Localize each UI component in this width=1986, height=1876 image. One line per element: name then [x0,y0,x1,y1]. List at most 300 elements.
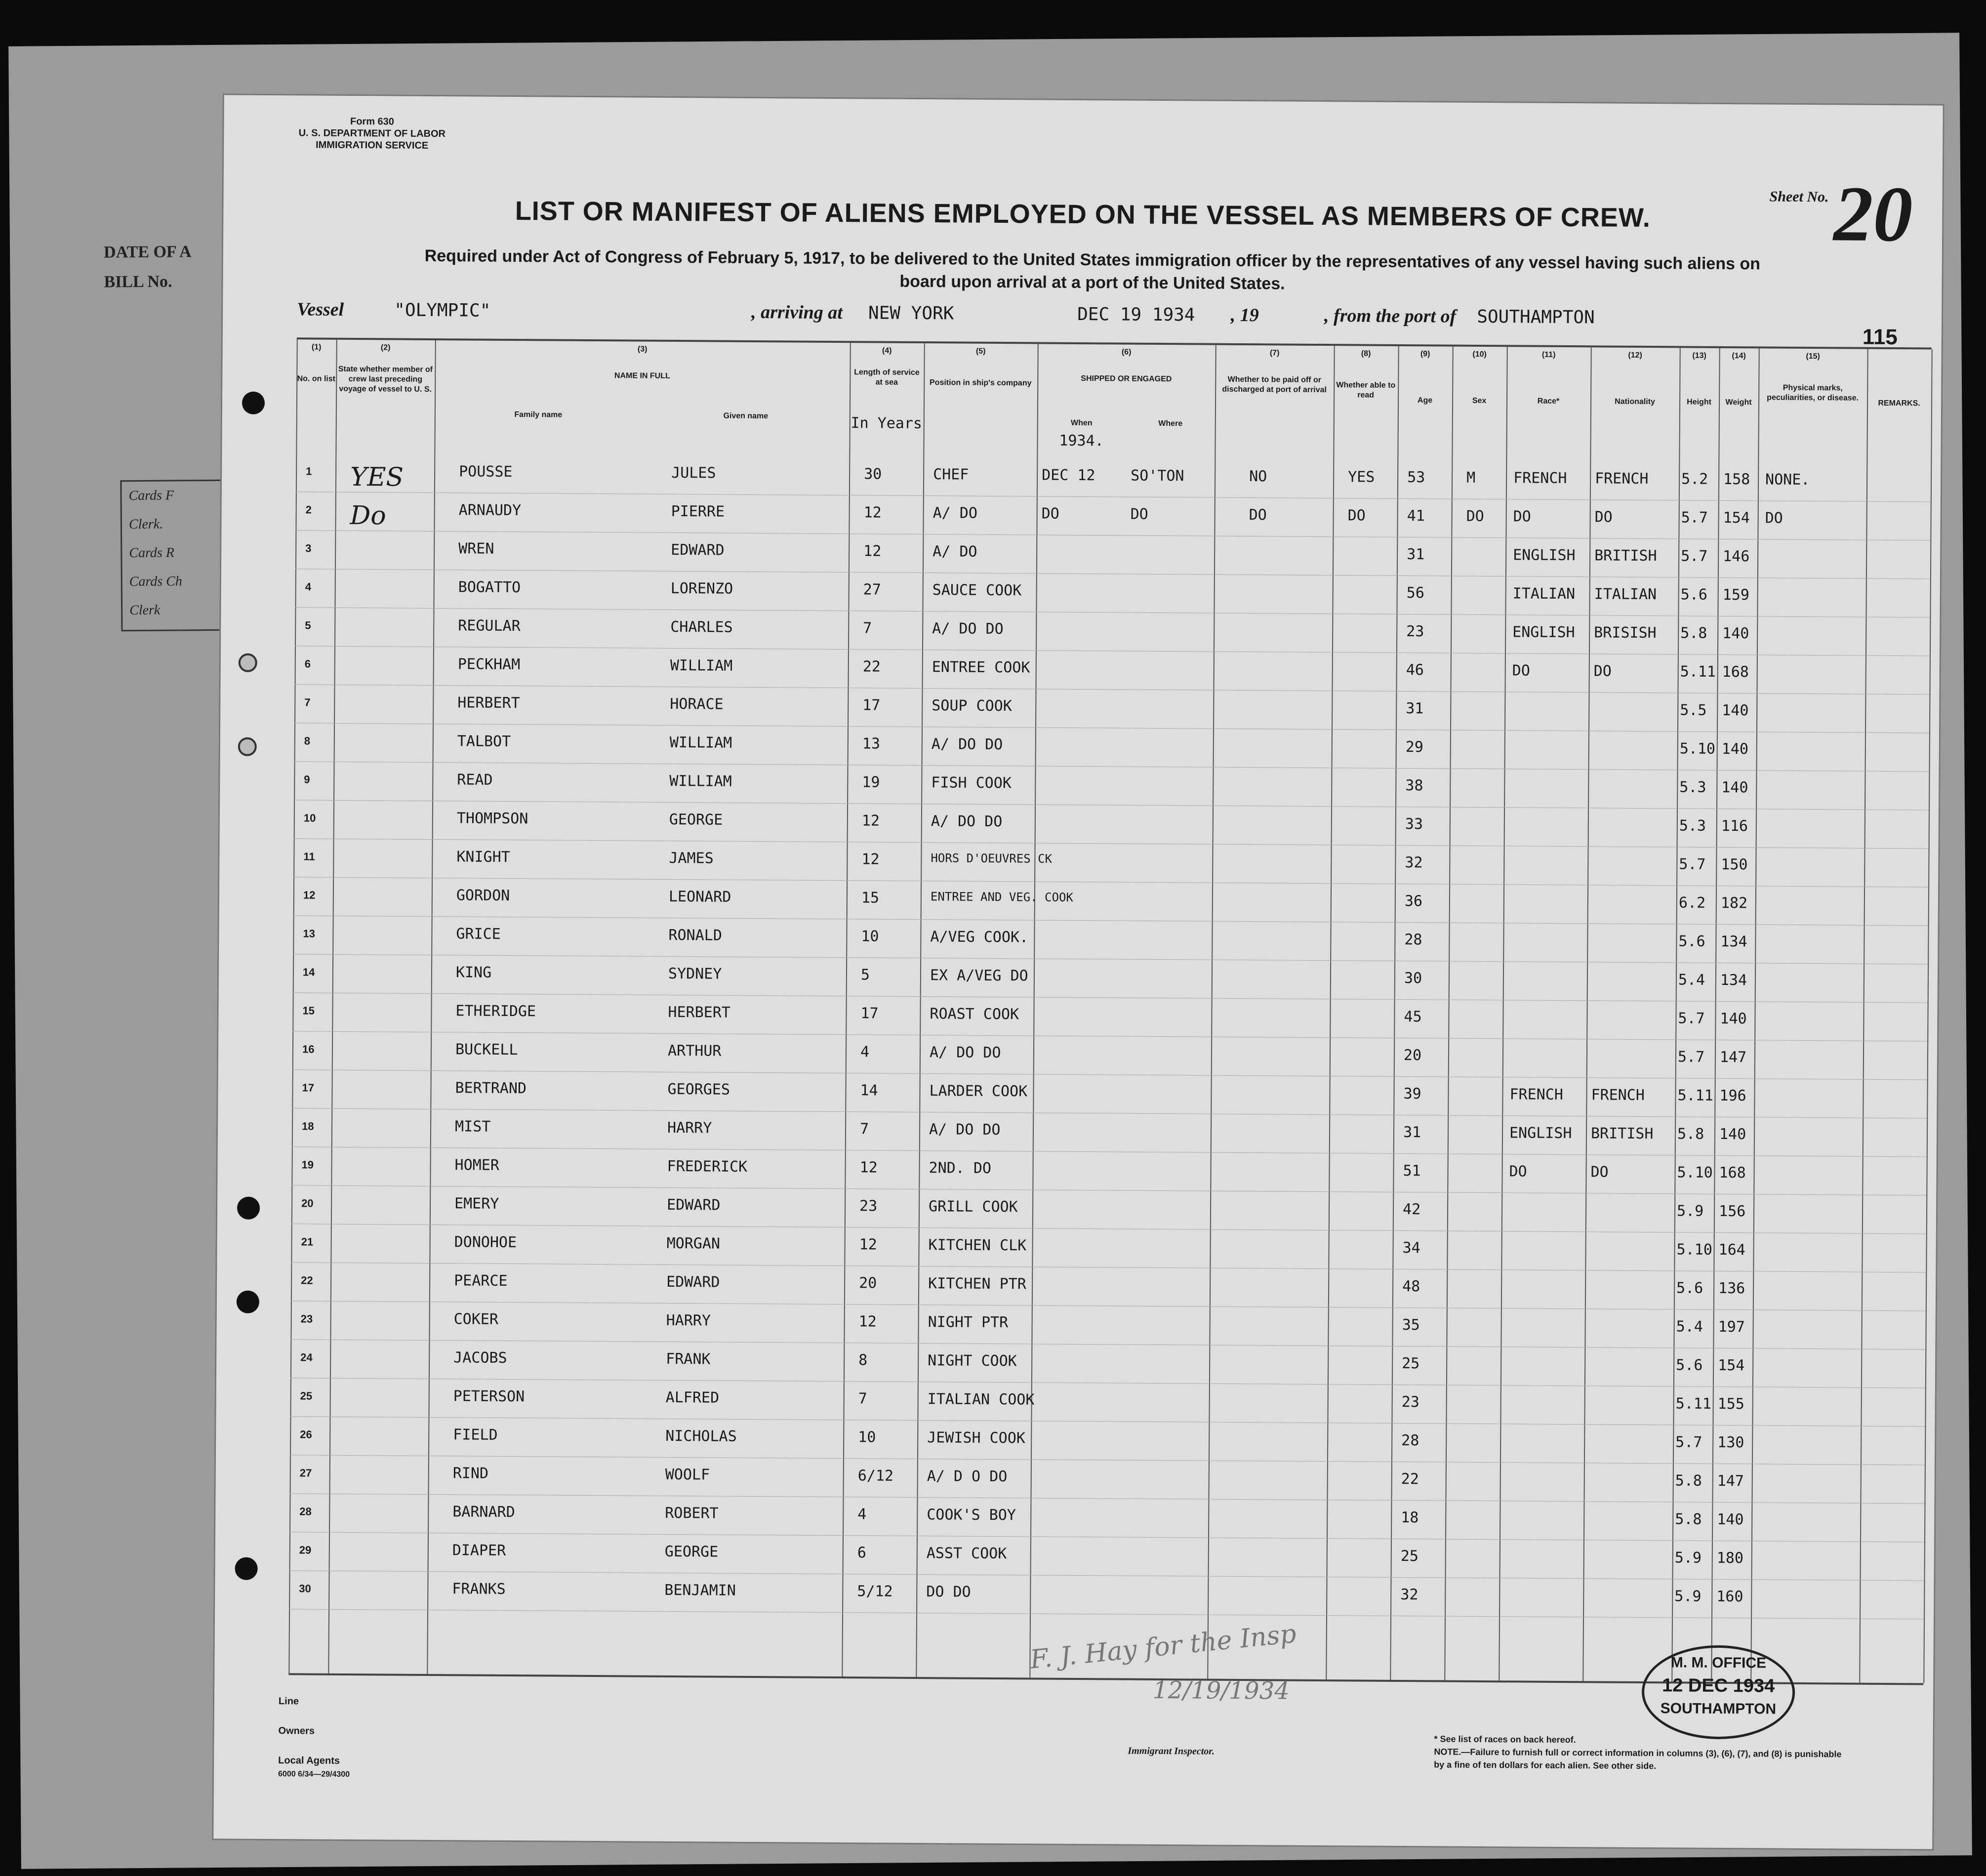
col-header-shipped: SHIPPED OR ENGAGED [1081,374,1172,384]
cards-line: Clerk [129,602,161,618]
cell-weight: 168 [1719,1164,1746,1182]
cell-no: 19 [301,1158,314,1171]
cell-position: GRILL COOK [928,1198,1018,1216]
cell-no: 16 [302,1043,315,1056]
arriving-label: , arriving at [751,301,843,324]
cell-age: 18 [1401,1509,1419,1527]
cell-family: KING [455,964,492,981]
cell-age: 33 [1405,816,1423,833]
cell-service: 7 [863,619,872,637]
cell-position: ROAST COOK [930,1005,1019,1023]
col-num: (2) [380,343,391,352]
col-header-age: Age [1417,396,1433,405]
cell-nationality: DO [1593,662,1612,680]
cell-no: 27 [299,1467,312,1479]
col-header-weight: Weight [1725,398,1752,407]
cell-age: 32 [1405,854,1423,872]
cell-position: A/ DO DO [929,1044,1001,1062]
cell-state: Do [350,500,386,531]
cell-height: 5.9 [1676,1202,1704,1220]
cell-given: WILLIAM [669,772,732,790]
page-number: 115 [1862,325,1898,350]
cell-service: 12 [861,851,880,868]
cell-position: KITCHEN CLK [928,1236,1027,1255]
cell-height: 5.5 [1680,701,1707,719]
cell-weight: 196 [1719,1087,1746,1105]
cell-age: 23 [1406,623,1424,641]
cell-race: ENGLISH [1512,623,1575,642]
cell-age: 41 [1407,507,1425,525]
cell-height: 5.7 [1681,547,1708,565]
cell-weight: 134 [1720,933,1747,951]
cell-given: FREDERICK [667,1157,748,1176]
page-title: LIST OR MANIFEST OF ALIENS EMPLOYED ON THE VESSEL AS MEMBERS OF CREW. [515,196,1651,233]
cell-service: 23 [859,1197,878,1215]
cell-given: HARRY [666,1311,711,1330]
cell-given: NICHOLAS [665,1427,737,1445]
cell-no: 2 [305,503,312,516]
cell-state: YES [350,462,404,492]
cell-position: DO DO [926,1583,971,1601]
cell-service: 14 [860,1082,878,1100]
cell-position: KITCHEN PTR [928,1275,1026,1293]
cell-race: ENGLISH [1509,1124,1572,1142]
cell-no: 7 [304,696,311,709]
col-header-height: Height [1687,398,1712,407]
cell-position: NIGHT PTR [928,1313,1009,1332]
cell-no: 9 [304,773,310,786]
cell-given: PIERRE [671,502,725,521]
cell-height: 5.4 [1678,971,1705,989]
cell-height: 5.11 [1675,1395,1712,1413]
cell-weight: 168 [1722,663,1749,681]
col-header-service: Length of service at sea [854,368,920,387]
cell-weight: 130 [1717,1433,1744,1452]
cell-where: DO [1130,505,1148,523]
cell-age: 53 [1407,469,1425,487]
cell-weight: 160 [1716,1588,1743,1606]
cell-height: 5.6 [1676,1279,1703,1297]
cell-no: 24 [300,1351,313,1364]
col-header-position: Position in ship's company [929,378,1032,388]
cell-family: JACOBS [453,1349,507,1367]
cell-given: GEORGES [667,1080,730,1099]
cell-service: 12 [863,542,882,560]
cell-no: 25 [300,1389,313,1402]
cards-line: Cards Ch [129,573,182,590]
col-header-marks: Physical marks, peculiarities, or disease. [1767,383,1859,403]
cell-nationality: DO [1590,1163,1609,1181]
cell-family: REGULAR [458,617,521,635]
cell-height: 5.3 [1679,778,1706,796]
cell-given: HERBERT [668,1003,731,1021]
col-num: (14) [1732,352,1746,361]
binder-ring-icon [239,653,257,672]
cell-weight: 140 [1717,1510,1744,1529]
col-header-race: Race* [1537,397,1560,406]
arriving [751,301,954,325]
cell-no: 10 [303,812,316,824]
sheet-label: Sheet No. [1769,188,1829,205]
cell-no: 8 [304,734,311,747]
cell-weight: 140 [1721,740,1749,758]
cell-given: WILLIAM [670,656,733,675]
cell-nationality: BRITISH [1594,547,1657,565]
cell-age: 31 [1407,546,1425,564]
cell-position: A/ DO DO [931,813,1003,831]
cell-height: 5.10 [1676,1241,1712,1259]
cell-given: JULES [671,464,716,482]
cell-given: GEORGE [669,811,723,829]
cards-line: Cards R [129,545,174,561]
cell-service: 30 [864,465,882,483]
col-header-remarks: REMARKS. [1878,399,1920,408]
cell-marks: DO [1765,509,1783,527]
sheet-number: 20 [1833,169,1913,258]
cell-nationality: DO [1594,508,1613,526]
cards-line: Cards F [128,488,174,504]
cell-age: 34 [1402,1239,1420,1257]
binder-ring-icon [238,737,257,756]
cell-paid: DO [1249,506,1267,524]
cell-age: 48 [1402,1278,1420,1296]
cell-service: 12 [863,504,882,522]
form-header [283,115,461,152]
cell-weight: 155 [1717,1395,1744,1413]
cell-age: 46 [1406,661,1424,679]
cell-family: ARNAUDY [458,501,522,520]
cell-service: 6 [857,1544,866,1562]
cell-height: 5.9 [1674,1549,1702,1567]
col-header-years: In Years [851,414,923,433]
cell-age: 28 [1401,1432,1419,1450]
cell-where: SO'TON [1131,467,1184,485]
cell-height: 5.7 [1681,509,1708,527]
cell-nationality: BRISISH [1594,624,1657,642]
col-num: (9) [1420,350,1430,359]
cell-family: WREN [458,540,494,558]
cell-given: HORACE [670,695,724,713]
footer-line: Line [278,1696,299,1707]
cell-no: 22 [301,1274,313,1287]
cell-given: FRANK [666,1350,711,1368]
cell-age: 51 [1403,1162,1421,1180]
cell-nationality: FRENCH [1591,1086,1645,1104]
cell-age: 31 [1406,700,1424,718]
cell-paid: NO [1249,468,1267,486]
cell-no: 20 [301,1197,314,1210]
cell-given: RONALD [668,926,722,944]
cell-weight: 140 [1721,778,1748,797]
cell-age: 36 [1404,893,1423,910]
cell-service: 5/12 [857,1583,893,1600]
cell-given: MORGAN [666,1234,721,1253]
cell-no: 15 [302,1004,315,1017]
cell-height: 5.7 [1675,1433,1702,1451]
cell-nationality: BRITISH [1590,1125,1654,1143]
vessel-label: Vessel [297,299,344,320]
page-subtitle: Required under Act of Congress of February 5, 1917, to be delivered to the United States immigration officer by the representatives of any vessel having such aliens on board upon arrival at a port of the United States. [424,246,1761,293]
cell-no: 12 [303,889,316,901]
cell-given: CHARLES [670,618,733,636]
cell-position: 2ND. DO [929,1159,992,1177]
col-header-no: No. on list [297,374,336,383]
cell-no: 6 [304,657,311,670]
cell-no: 1 [306,465,312,478]
cell-age: 28 [1404,931,1422,949]
cell-service: 10 [861,928,879,945]
cell-given: GEORGE [664,1543,719,1561]
cell-race: DO [1512,662,1530,680]
col-header-nationality: Nationality [1615,397,1656,407]
col-num: (1) [311,343,322,352]
col-header-when-year: 1934. [1059,432,1104,450]
cell-family: RIND [452,1465,489,1482]
cell-position: ASST COOK [926,1545,1007,1563]
cell-position: COOK'S BOY [927,1506,1016,1524]
cell-height: 5.4 [1676,1318,1703,1336]
col-header-state: State whether member of crew last preceding voyage of vessel to U. S. [338,365,433,394]
cell-weight: 147 [1719,1048,1747,1066]
col-header-where: Where [1158,419,1183,428]
cell-race: DO [1513,508,1531,526]
from-port-name: SOUTHAMPTON [1477,306,1595,328]
cell-family: KNIGHT [456,848,510,866]
from-port [1324,304,1595,328]
cell-position: LARDER COOK [929,1082,1028,1101]
cell-service: 12 [858,1313,877,1331]
cell-family: HOMER [454,1156,500,1174]
cell-family: BOGATTO [458,578,521,597]
cell-position: ITALIAN COOK [927,1390,1035,1409]
col-num: (3) [637,345,648,354]
cell-position: A/ DO DO [931,735,1003,754]
cell-given: SYDNEY [668,965,722,983]
cell-given: LEONARD [668,888,731,906]
cell-position: SOUP COOK [932,697,1012,715]
col-header-read: Whether able to read [1336,381,1396,400]
cell-height: 6.2 [1678,894,1706,912]
cell-age: 45 [1404,1008,1422,1026]
cell-position: HORS D'OEUVRES CK [931,851,1053,866]
cell-height: 5.10 [1679,740,1716,758]
cell-position: SAUCE COOK [932,581,1022,600]
cell-family: DONOHOE [454,1233,517,1252]
cell-sex: DO [1466,507,1484,526]
stamp-date: 12 DEC 1934 [1662,1675,1775,1697]
cell-read: YES [1348,468,1375,486]
cell-service: 5 [860,966,870,984]
cell-weight: 156 [1718,1202,1746,1221]
cell-given: ALFRED [665,1388,720,1407]
cell-weight: 147 [1717,1472,1744,1490]
cell-given: BENJAMIN [664,1581,736,1599]
cell-service: 7 [859,1120,869,1138]
cell-height: 5.8 [1680,624,1707,642]
cell-age: 35 [1402,1316,1420,1334]
manifest-page [212,93,1945,1850]
cell-family: EMERY [454,1195,499,1213]
cell-service: 6/12 [857,1467,894,1485]
binder-hole-icon [237,1291,259,1313]
print-code: 6000 6/34—29/4300 [278,1770,350,1779]
cell-position: A/VEG COOK. [930,928,1029,946]
races-note: * See list of races on back hereof. [1434,1734,1576,1745]
cell-weight: 158 [1723,470,1750,489]
cell-family: BERTRAND [455,1079,527,1098]
cell-service: 17 [862,696,881,714]
penalty-note: NOTE.—Failure to furnish full or correct information in columns (3), (6), (7), and (8) is punishable by a fine of ten dollars for each alien. See other side. [1434,1747,1842,1771]
cell-position: A/ DO [932,543,977,561]
cell-service: 13 [862,735,881,753]
cell-height: 5.7 [1678,1010,1705,1027]
col-num: (6) [1121,348,1132,357]
cell-weight: 182 [1720,894,1748,912]
cell-age: 29 [1405,738,1424,756]
date-stamp: DEC 19 1934 [1077,304,1195,326]
cell-height: 5.8 [1675,1472,1702,1490]
cell-age: 42 [1402,1201,1421,1219]
cell-family: PEARCE [454,1272,508,1290]
cell-no: 13 [303,927,316,940]
cell-position: JEWISH COOK [927,1429,1026,1447]
cell-age: 23 [1401,1393,1419,1411]
cell-family: POUSSE [459,463,513,481]
cell-no: 5 [305,619,311,632]
date-label: DATE OF A [103,243,192,262]
cell-race: FRENCH [1513,469,1567,488]
col-header-paid: Whether to be paid off or discharged at port of arrival [1222,375,1327,395]
cell-weight: 140 [1719,1125,1746,1143]
cell-service: 27 [863,581,881,599]
cell-weight: 150 [1721,856,1748,874]
cell-weight: 154 [1718,1356,1745,1375]
vessel-name: "OLYMPIC" [394,300,491,321]
cell-height: 5.11 [1680,663,1716,681]
cell-given: EDWARD [666,1273,720,1291]
cell-when: DO [1041,505,1059,523]
cell-family: READ [457,771,493,789]
year-label: , 19 [1230,304,1259,326]
binder-hole-icon [235,1557,257,1580]
cell-given: JAMES [669,849,714,867]
cell-height: 5.2 [1681,470,1708,488]
cell-no: 14 [302,966,315,979]
col-num: (7) [1269,349,1280,358]
cell-given: EDWARD [671,541,725,559]
arrival-date [1077,303,1259,326]
cell-service: 4 [857,1506,867,1523]
cell-given: HARRY [667,1119,712,1137]
cell-position: FISH COOK [931,774,1012,792]
col-num: (11) [1541,350,1556,359]
cell-age: 30 [1404,970,1422,987]
cell-height: 5.8 [1677,1125,1704,1143]
footnotes [1434,1732,1854,1773]
cell-given: LORENZO [670,579,733,598]
cell-height: 5.11 [1677,1087,1713,1104]
cell-age: 25 [1400,1548,1419,1565]
cell-height: 5.7 [1677,1048,1705,1066]
col-num: (12) [1628,351,1642,360]
cell-weight: 154 [1723,509,1750,527]
cell-when: DEC 12 [1042,466,1095,485]
signature-date: 12/19/1934 [1152,1676,1290,1705]
cell-given: WILLIAM [669,734,732,752]
cell-sex: M [1466,469,1476,487]
cell-given: EDWARD [666,1196,721,1214]
footer-agents: Local Agents [278,1755,340,1766]
footer-owners: Owners [278,1725,315,1737]
cell-height: 5.8 [1675,1510,1702,1528]
cell-race: ITALIAN [1512,585,1576,603]
col-num: (10) [1472,350,1487,359]
cell-age: 25 [1402,1355,1420,1373]
cell-no: 28 [299,1505,312,1518]
cell-family: THOMPSON [456,810,528,828]
cell-service: 10 [858,1428,876,1446]
col-header-given: Given name [723,411,769,421]
cell-nationality: FRENCH [1595,470,1649,488]
cell-weight: 159 [1722,586,1749,604]
cell-given: WOOLF [665,1466,710,1484]
cell-no: 17 [302,1081,315,1094]
service: IMMIGRATION SERVICE [316,139,429,151]
cell-age: 20 [1403,1047,1422,1064]
cell-age: 56 [1406,584,1424,602]
bill-label: BILL No. [104,272,172,291]
cell-service: 19 [862,774,880,791]
cell-family: FRANKS [452,1580,506,1598]
cell-weight: 164 [1718,1241,1745,1259]
cell-nationality: ITALIAN [1594,585,1657,604]
cell-service: 20 [859,1274,877,1292]
col-header-sex: Sex [1472,396,1487,406]
cell-service: 12 [859,1159,878,1177]
binder-hole-icon [242,392,265,414]
cell-height: 5.6 [1678,933,1705,950]
cell-age: 22 [1401,1470,1419,1488]
cell-position: A/ DO DO [929,1121,1001,1139]
cell-given: ROBERT [665,1504,719,1522]
cell-race: DO [1509,1163,1527,1181]
cell-service: 22 [862,658,881,676]
cell-no: 30 [299,1582,311,1595]
cell-weight: 146 [1723,547,1750,566]
col-header-when: When [1070,418,1093,428]
cell-family: GORDON [456,887,510,904]
cell-weight: 197 [1718,1318,1745,1336]
cell-age: 31 [1403,1124,1421,1142]
col-num: (13) [1692,351,1706,360]
cell-no: 4 [305,580,312,593]
cell-race: ENGLISH [1513,546,1576,565]
cell-weight: 140 [1722,624,1749,643]
cell-position: CHEF [933,466,969,484]
cell-weight: 140 [1720,1010,1747,1028]
cell-position: A/ D O DO [927,1468,1008,1486]
cell-marks: NONE. [1765,471,1810,489]
cell-given: ARTHUR [667,1042,722,1060]
cell-age: 39 [1403,1085,1421,1103]
cell-height: 5.9 [1674,1588,1702,1605]
col-num: (8) [1361,349,1371,358]
col-num: (5) [975,347,986,356]
cell-family: GRICE [456,925,501,943]
cell-service: 12 [861,812,880,830]
cell-weight: 140 [1722,701,1749,720]
cell-family: PECKHAM [457,655,521,674]
